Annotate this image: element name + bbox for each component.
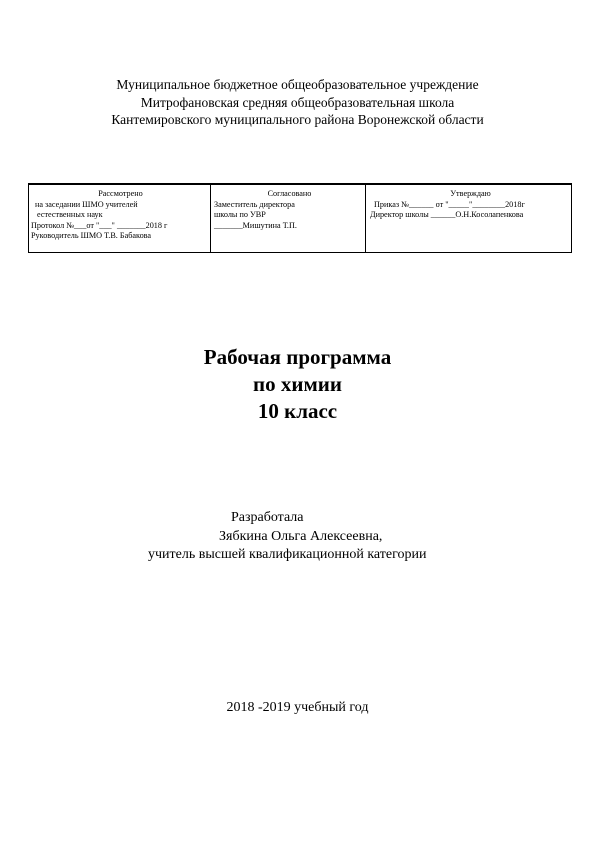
reviewed-head-line: Руководитель ШМО Т.В. Бабакова (31, 231, 152, 241)
approved-title: Утверждаю (450, 189, 491, 198)
approved-order-line: Приказ №______ от "_____"________2018г (374, 199, 525, 209)
program-title (0, 344, 595, 425)
agreed-line: Заместитель директора (214, 199, 295, 209)
approved-director-line: Директор школы ______О.Н.Косолапенкова (370, 210, 524, 220)
agreed-signature-line: _______Мишутина Т.П. (214, 220, 297, 230)
approval-table (28, 183, 572, 253)
academic-year: 2018 -2019 учебный год (226, 700, 369, 715)
school-header-line-1: Муниципальное бюджетное общеобразовательное учреждение (116, 77, 479, 92)
program-title-line-1: Рабочая программа (203, 345, 392, 369)
approval-reviewed-cell (29, 185, 210, 252)
program-title-line-3: 10 класс (257, 399, 338, 423)
approval-approved-cell (365, 185, 571, 252)
school-header-line-2: Митрофановская средняя общеобразовательная школа (140, 94, 455, 110)
school-header (0, 76, 595, 129)
author-block (0, 509, 595, 565)
approval-agreed-cell (210, 185, 365, 252)
author-name: Зябкина Ольга Алексеевна, (219, 528, 383, 544)
school-header-line-3: Кантемировского муниципального района Воронежской области (111, 112, 484, 127)
reviewed-line: естественных наук (37, 210, 103, 220)
reviewed-title: Рассмотрено (98, 189, 143, 198)
reviewed-line: на заседании ШМО учителей (35, 199, 138, 209)
author-label: Разработала (231, 510, 304, 525)
author-position: учитель высшей квалификационной категории (148, 547, 427, 562)
agreed-line: школы по УВР (214, 210, 266, 220)
agreed-title: Согласовано (267, 189, 312, 198)
program-title-line-2: по химии (253, 372, 342, 396)
reviewed-protocol-line: Протокол №___от "___" _______2018 г (31, 220, 168, 230)
